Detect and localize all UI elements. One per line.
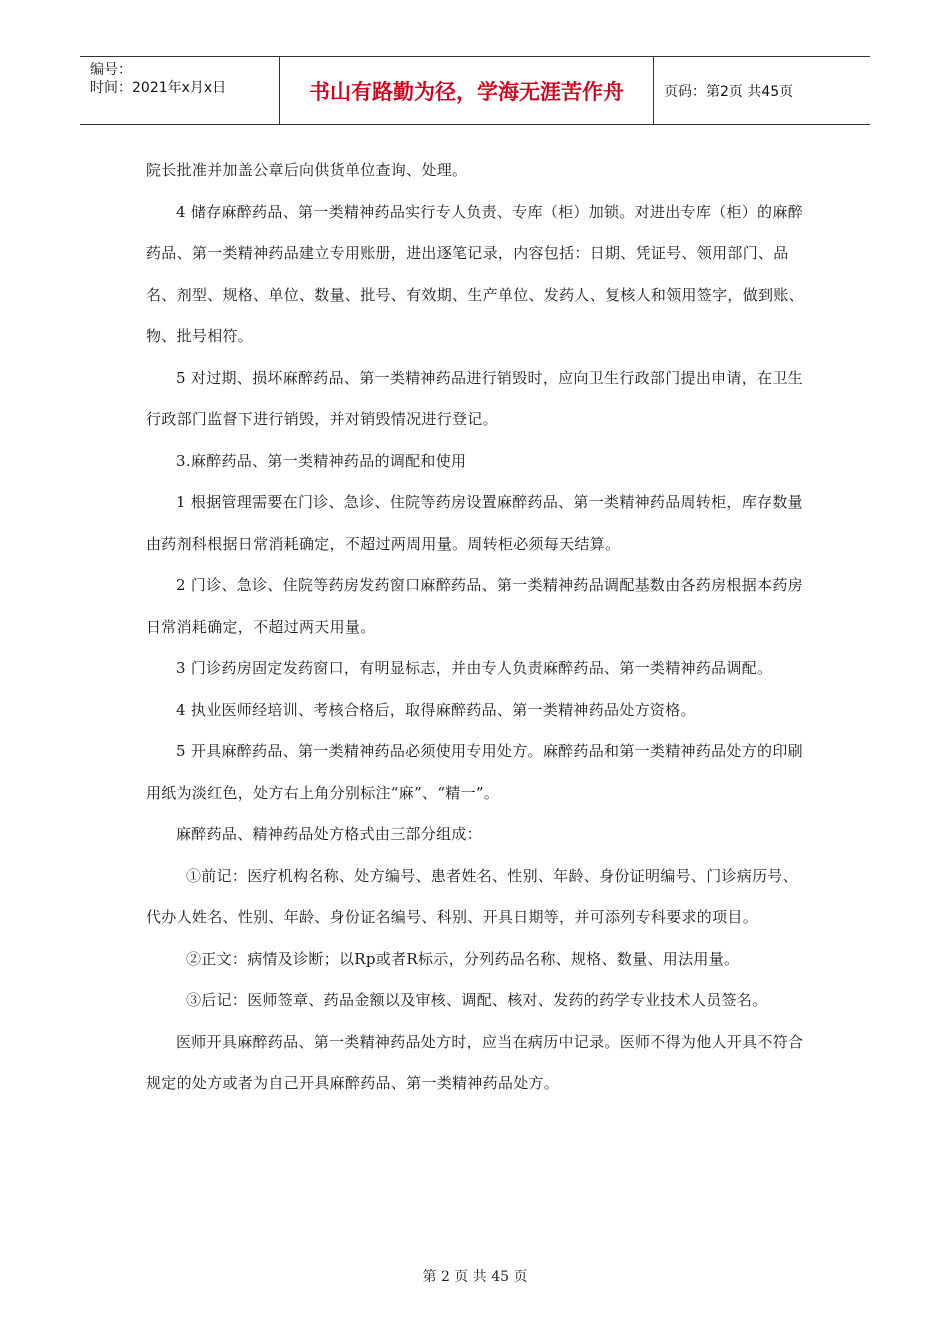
page-footer: 第 2 页 共 45 页	[422, 1269, 528, 1285]
paragraph: 1 根据管理需要在门诊、急诊、住院等药房设置麻醉药品、第一类精神药品周转柜，库存数量由药剂科根据日常消耗确定，不超过两周用量。周转柜必须每天结算。	[146, 493, 803, 553]
list-item: ①前记：医疗机构名称、处方编号、患者姓名、性别、年龄、身份证明编号、门诊病历号、代办人姓名、性别、年龄、身份证名编号、科别、开具日期等，并可添列专科要求的项目。	[146, 866, 799, 926]
header-meta	[80, 57, 280, 124]
list-item: ③后记：医师签章、药品金额以及审核、调配、核对、发药的药学专业技术人员签名。	[186, 991, 768, 1009]
paragraph: 4 储存麻醉药品、第一类精神药品实行专人负责、专库（柜）加锁。对进出专库（柜）的麻醉药品、第一类精神药品建立专用账册，进出逐笔记录，内容包括：日期、凭证号、领用部门、品名、剂型、规格、单位、数量、批号、有效期、生产单位、发药人、复核人和领用签字，做到账、物、批号相符。	[146, 202, 804, 345]
page-header	[80, 56, 870, 125]
header-motto: 书山有路勤为径，学海无涯苦作舟	[280, 57, 654, 124]
document-body	[146, 150, 810, 1105]
paragraph: 5 开具麻醉药品、第一类精神药品必须使用专用处方。麻醉药品和第一类精神药品处方的印刷用纸为淡红色，处方右上角分别标注“麻”、“精一”。	[146, 742, 803, 802]
paragraph: 院长批准并加盖公章后向供货单位查询、处理。	[146, 161, 468, 179]
paragraph: 4 执业医师经培训、考核合格后，取得麻醉药品、第一类精神药品处方资格。	[176, 700, 696, 719]
paragraph: 麻醉药品、精神药品处方格式由三部分组成：	[176, 825, 483, 843]
header-page-info: 页码：第2页 共45页	[664, 83, 794, 100]
paragraph: 3 门诊药房固定发药窗口，有明显标志，并由专人负责麻醉药品、第一类精神药品调配。	[176, 659, 773, 677]
time-label: 时间：2021年x月x日	[90, 80, 227, 96]
paragraph: 5 对过期、损坏麻醉药品、第一类精神药品进行销毁时，应向卫生行政部门提出申请，在卫生行政部门监督下进行销毁，并对销毁情况进行登记。	[146, 368, 803, 428]
paragraph: 医师开具麻醉药品、第一类精神药品处方时，应当在病历中记录。医师不得为他人开具不符合规定的处方或者为自己开具麻醉药品、第一类精神药品处方。	[146, 1032, 804, 1092]
paragraph: 2 门诊、急诊、住院等药房发药窗口麻醉药品、第一类精神药品调配基数由各药房根据本药房日常消耗确定，不超过两天用量。	[146, 576, 803, 636]
list-item: ②正文：病情及诊断；以Rp或者R标示，分列药品名称、规格、数量、用法用量。	[186, 949, 740, 968]
section-heading: 3.麻醉药品、第一类精神药品的调配和使用	[176, 451, 467, 470]
code-label: 编号：	[90, 62, 132, 78]
